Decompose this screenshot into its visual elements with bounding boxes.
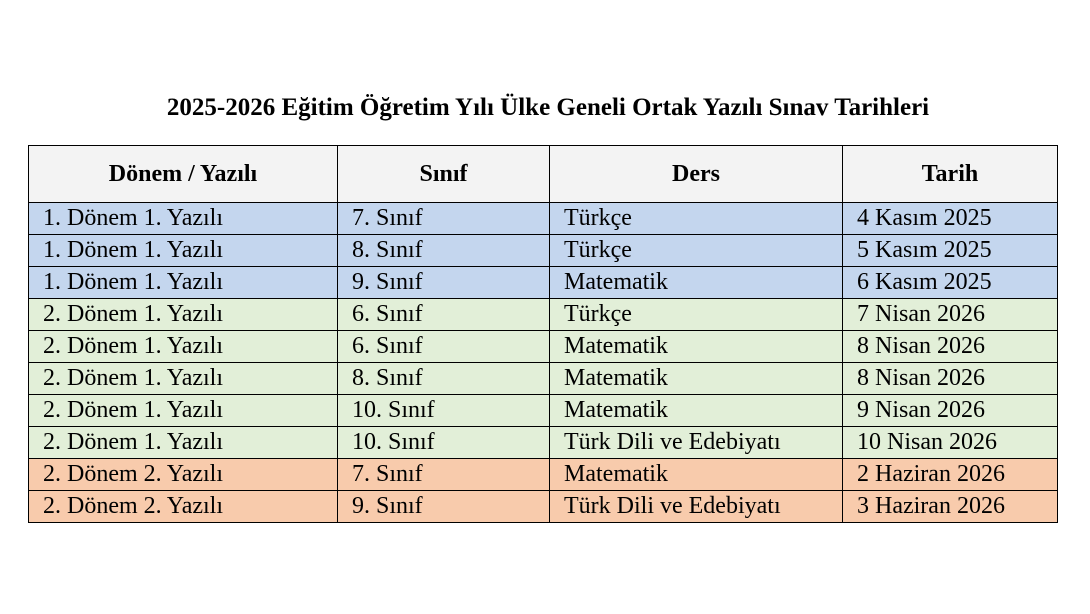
cell-donem: 2. Dönem 2. Yazılı — [29, 491, 338, 523]
cell-ders: Türkçe — [550, 299, 843, 331]
cell-donem: 1. Dönem 1. Yazılı — [29, 203, 338, 235]
cell-donem: 2. Dönem 1. Yazılı — [29, 427, 338, 459]
cell-tarih: 8 Nisan 2026 — [843, 363, 1058, 395]
cell-sinif: 10. Sınıf — [338, 395, 550, 427]
cell-donem: 2. Dönem 1. Yazılı — [29, 299, 338, 331]
cell-tarih: 8 Nisan 2026 — [843, 331, 1058, 363]
cell-tarih: 3 Haziran 2026 — [843, 491, 1058, 523]
cell-ders: Türk Dili ve Edebiyatı — [550, 427, 843, 459]
cell-ders: Matematik — [550, 459, 843, 491]
cell-ders: Matematik — [550, 331, 843, 363]
table-row — [29, 491, 1058, 523]
cell-donem: 2. Dönem 1. Yazılı — [29, 331, 338, 363]
table-row — [29, 331, 1058, 363]
table-row — [29, 459, 1058, 491]
column-header-sinif: Sınıf — [338, 146, 550, 203]
cell-sinif: 10. Sınıf — [338, 427, 550, 459]
table-row — [29, 395, 1058, 427]
column-header-donem: Dönem / Yazılı — [29, 146, 338, 203]
cell-sinif: 7. Sınıf — [338, 203, 550, 235]
cell-donem: 1. Dönem 1. Yazılı — [29, 235, 338, 267]
column-header-ders: Ders — [550, 146, 843, 203]
cell-tarih: 6 Kasım 2025 — [843, 267, 1058, 299]
table-header-row — [29, 146, 1058, 203]
document-title: 2025-2026 Eğitim Öğretim Yılı Ülke Geneli Ortak Yazılı Sınav Tarihleri — [166, 94, 930, 121]
cell-donem: 2. Dönem 1. Yazılı — [29, 363, 338, 395]
cell-ders: Matematik — [550, 267, 843, 299]
column-header-tarih: Tarih — [843, 146, 1058, 203]
table-row — [29, 363, 1058, 395]
cell-ders: Matematik — [550, 395, 843, 427]
cell-tarih: 5 Kasım 2025 — [843, 235, 1058, 267]
cell-donem: 2. Dönem 1. Yazılı — [29, 395, 338, 427]
cell-tarih: 9 Nisan 2026 — [843, 395, 1058, 427]
table-row — [29, 299, 1058, 331]
cell-ders: Türk Dili ve Edebiyatı — [550, 491, 843, 523]
exam-schedule-table — [28, 145, 1058, 523]
cell-sinif: 6. Sınıf — [338, 299, 550, 331]
table-body — [29, 203, 1058, 523]
cell-sinif: 7. Sınıf — [338, 459, 550, 491]
cell-sinif: 9. Sınıf — [338, 267, 550, 299]
cell-donem: 2. Dönem 2. Yazılı — [29, 459, 338, 491]
cell-sinif: 8. Sınıf — [338, 235, 550, 267]
cell-ders: Türkçe — [550, 235, 843, 267]
cell-donem: 1. Dönem 1. Yazılı — [29, 267, 338, 299]
cell-tarih: 4 Kasım 2025 — [843, 203, 1058, 235]
cell-sinif: 6. Sınıf — [338, 331, 550, 363]
cell-tarih: 2 Haziran 2026 — [843, 459, 1058, 491]
cell-ders: Türkçe — [550, 203, 843, 235]
table-row — [29, 235, 1058, 267]
table-row — [29, 427, 1058, 459]
table-row — [29, 203, 1058, 235]
cell-sinif: 9. Sınıf — [338, 491, 550, 523]
table-row — [29, 267, 1058, 299]
cell-ders: Matematik — [550, 363, 843, 395]
cell-tarih: 7 Nisan 2026 — [843, 299, 1058, 331]
cell-tarih: 10 Nisan 2026 — [843, 427, 1058, 459]
cell-sinif: 8. Sınıf — [338, 363, 550, 395]
